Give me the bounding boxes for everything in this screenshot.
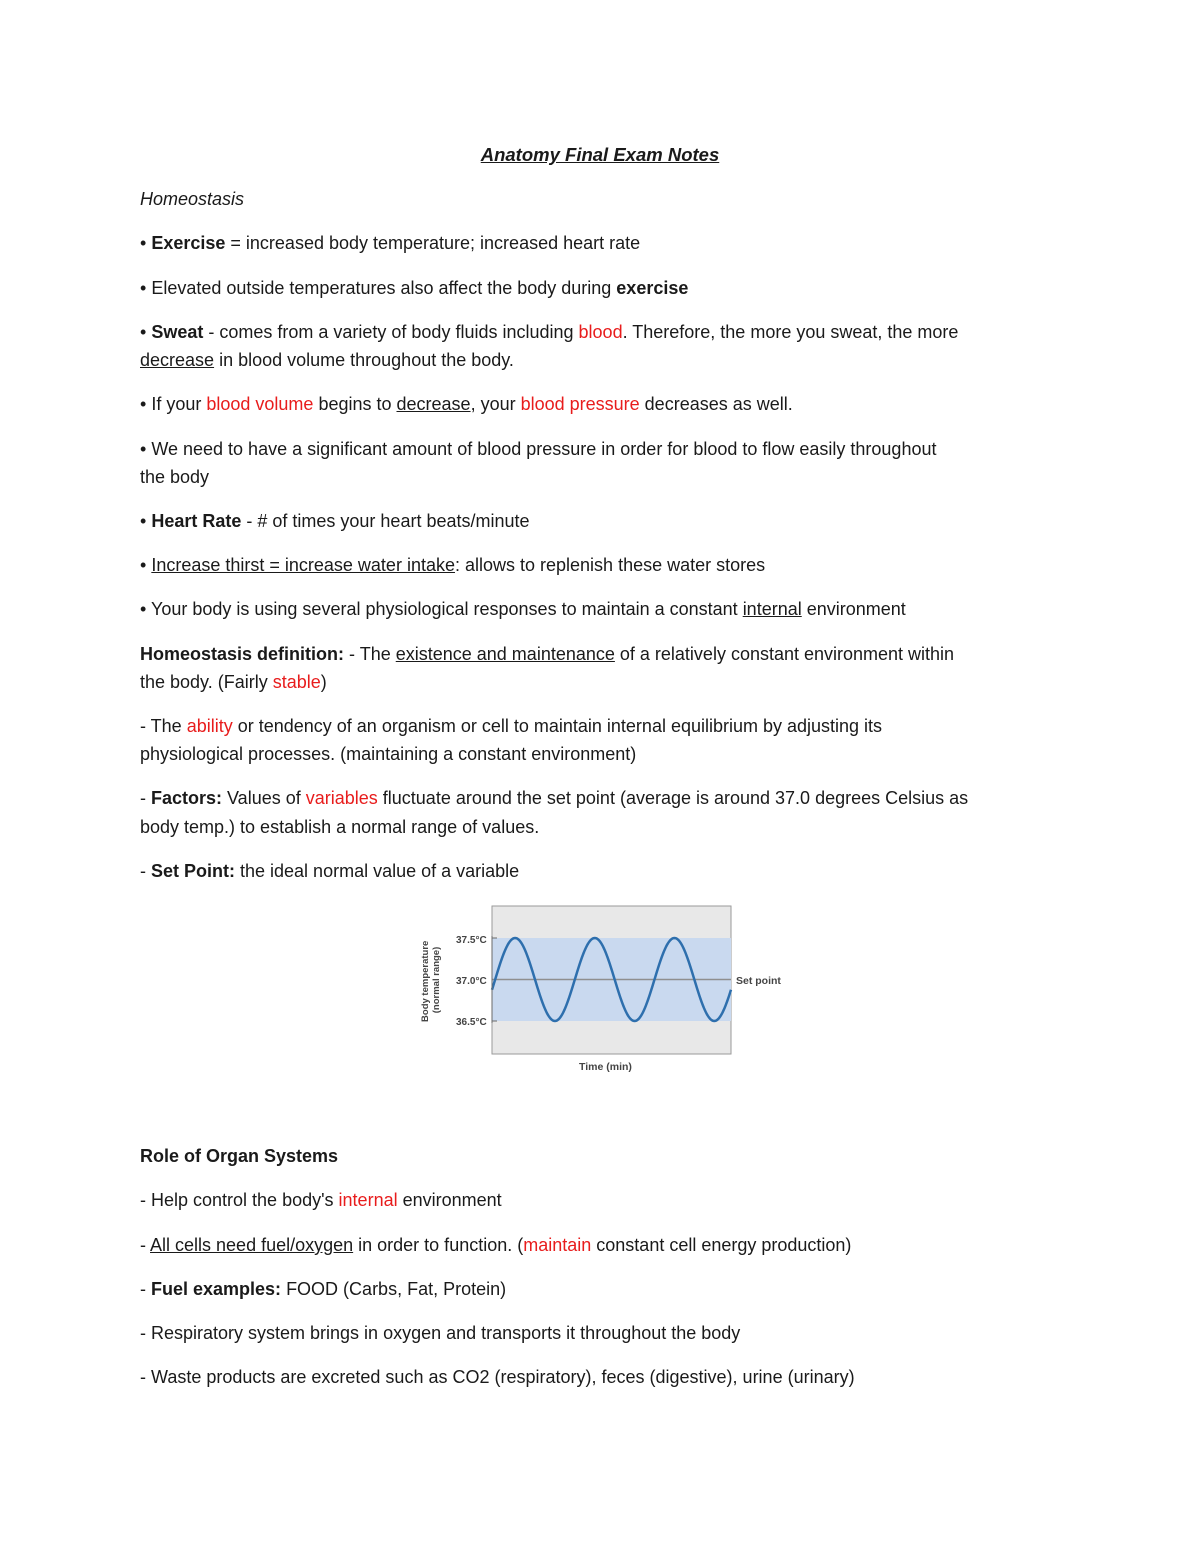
section-heading-homeostasis: Homeostasis bbox=[140, 189, 245, 209]
paragraph-text: constant cell energy production) bbox=[591, 1235, 852, 1255]
bullet-sweat bbox=[140, 318, 1060, 347]
highlight-blood-volume: blood volume bbox=[206, 394, 314, 414]
bullet-text: Elevated outside temperatures also affect the body during bbox=[151, 278, 617, 298]
y-axis-label bbox=[420, 938, 442, 1022]
y-axis-label-line2: (normal range) bbox=[431, 946, 442, 1014]
bullet-text: . Therefore, the more you sweat, the more bbox=[622, 322, 959, 342]
y-tick-36-5: 36.5°C bbox=[456, 1017, 487, 1028]
y-tick-37-0: 37.0°C bbox=[456, 976, 487, 987]
set-point-line bbox=[140, 857, 1060, 886]
bullet-mark: • bbox=[140, 322, 147, 342]
term-exercise-2: exercise bbox=[616, 278, 689, 298]
paragraph-text: environment bbox=[397, 1190, 502, 1210]
underline-fuel-oxygen: All cells need fuel/oxygen bbox=[150, 1235, 354, 1255]
paragraph-text: or tendency of an organism or cell to maintain internal equilibrium by adjusting its bbox=[232, 716, 883, 736]
underline-internal: internal bbox=[742, 599, 802, 619]
homeostasis-definition bbox=[140, 640, 1060, 669]
underline-decrease: decrease bbox=[396, 394, 471, 414]
bullet-text: We need to have a significant amount of blood pressure in order for blood to flow easily throughout bbox=[151, 439, 937, 459]
paragraph-text: - Help control the body's bbox=[140, 1190, 339, 1210]
bullet-mark: • bbox=[140, 394, 147, 414]
bullet-text: - # of times your heart beats/minute bbox=[241, 511, 530, 531]
term-sweat: Sweat bbox=[151, 322, 204, 342]
paragraph-text: the body. (Fairly bbox=[140, 672, 273, 692]
bullet-text: decreases as well. bbox=[639, 394, 793, 414]
paragraph-text: in order to function. ( bbox=[353, 1235, 524, 1255]
bullet-mark: • bbox=[140, 278, 147, 298]
bullet-heart-rate bbox=[140, 507, 1060, 536]
highlight-blood: blood bbox=[578, 322, 623, 342]
ability-line bbox=[140, 712, 1060, 741]
highlight-stable: stable bbox=[272, 672, 321, 692]
term-definition: Homeostasis definition: bbox=[140, 644, 345, 664]
dash: - bbox=[140, 1235, 151, 1255]
bullet-text: in blood volume throughout the body. bbox=[214, 350, 514, 370]
bullet-internal-env bbox=[140, 595, 1060, 624]
underline-decrease: decrease bbox=[140, 350, 215, 370]
bullet-elevated-temps bbox=[140, 274, 1060, 303]
organ-line-1 bbox=[140, 1186, 1060, 1215]
factors-line bbox=[140, 784, 1060, 813]
bullet-sweat-cont bbox=[140, 346, 1060, 375]
x-axis-label: Time (min) bbox=[579, 1061, 632, 1073]
bullet-thirst bbox=[140, 551, 1060, 580]
paragraph-text: the ideal normal value of a variable bbox=[235, 861, 520, 881]
set-point-label: Set point bbox=[736, 975, 781, 987]
highlight-ability: ability bbox=[186, 716, 233, 736]
bullet-text: environment bbox=[801, 599, 906, 619]
bullet-exercise bbox=[140, 229, 1060, 258]
organ-line-2 bbox=[140, 1231, 1060, 1260]
highlight-variables: variables bbox=[305, 788, 378, 808]
bullet-text: If your bbox=[151, 394, 207, 414]
paragraph-text: FOOD (Carbs, Fat, Protein) bbox=[281, 1279, 507, 1299]
dash: - bbox=[140, 788, 151, 808]
page-title: Anatomy Final Exam Notes bbox=[480, 144, 720, 165]
bullet-blood-pressure bbox=[140, 435, 1060, 464]
term-set-point: Set Point: bbox=[151, 861, 235, 881]
organ-line-4: - Respiratory system brings in oxygen and transports it throughout the body bbox=[140, 1323, 741, 1343]
bullet-blood-pressure-cont: the body bbox=[140, 467, 210, 487]
factors-line-cont: body temp.) to establish a normal range of values. bbox=[140, 817, 540, 837]
bullet-mark: • bbox=[140, 439, 147, 459]
paragraph-text: - The bbox=[344, 644, 396, 664]
y-tick-37-5: 37.5°C bbox=[456, 935, 487, 946]
bullet-text: , your bbox=[470, 394, 521, 414]
bullet-text: Your body is using several physiological responses to maintain a constant bbox=[151, 599, 743, 619]
bullet-mark: • bbox=[140, 555, 147, 575]
bullet-text: begins to bbox=[313, 394, 397, 414]
bullet-text: - comes from a variety of body fluids including bbox=[203, 322, 579, 342]
bullet-text: : allows to replenish these water stores bbox=[454, 555, 766, 575]
dash: - bbox=[140, 861, 151, 881]
section-heading-organ-systems: Role of Organ Systems bbox=[140, 1146, 339, 1166]
bullet-text: = increased body temperature; increased heart rate bbox=[225, 233, 641, 253]
paragraph-text: fluctuate around the set point (average is around 37.0 degrees Celsius as bbox=[377, 788, 969, 808]
highlight-internal: internal bbox=[338, 1190, 398, 1210]
underline-thirst: Increase thirst = increase water intake bbox=[151, 555, 455, 575]
homeostasis-definition-cont bbox=[140, 668, 1060, 697]
bullet-mark: • bbox=[140, 599, 147, 619]
organ-line-3 bbox=[140, 1275, 1060, 1304]
paragraph-text: ) bbox=[320, 672, 327, 692]
highlight-maintain: maintain bbox=[523, 1235, 592, 1255]
term-exercise: Exercise bbox=[151, 233, 226, 253]
bullet-mark: • bbox=[140, 233, 147, 253]
chart-svg bbox=[405, 898, 805, 1083]
ability-line-cont: physiological processes. (maintaining a constant environment) bbox=[140, 744, 637, 764]
y-axis-label-line1: Body temperature bbox=[420, 940, 431, 1022]
body-temperature-chart bbox=[405, 898, 805, 1083]
paragraph-text: Values of bbox=[222, 788, 306, 808]
paragraph-text: of a relatively constant environment within bbox=[614, 644, 955, 664]
organ-line-5: - Waste products are excreted such as CO2 (respiratory), feces (digestive), urine (urinary) bbox=[140, 1367, 855, 1387]
term-factors: Factors: bbox=[151, 788, 223, 808]
term-heart-rate: Heart Rate bbox=[151, 511, 242, 531]
paragraph-text: - The bbox=[140, 716, 187, 736]
term-fuel-examples: Fuel examples: bbox=[151, 1279, 282, 1299]
bullet-mark: • bbox=[140, 511, 147, 531]
dash: - bbox=[140, 1279, 151, 1299]
bullet-blood-volume bbox=[140, 390, 1060, 419]
highlight-blood-pressure: blood pressure bbox=[520, 394, 640, 414]
underline-existence: existence and maintenance bbox=[395, 644, 615, 664]
